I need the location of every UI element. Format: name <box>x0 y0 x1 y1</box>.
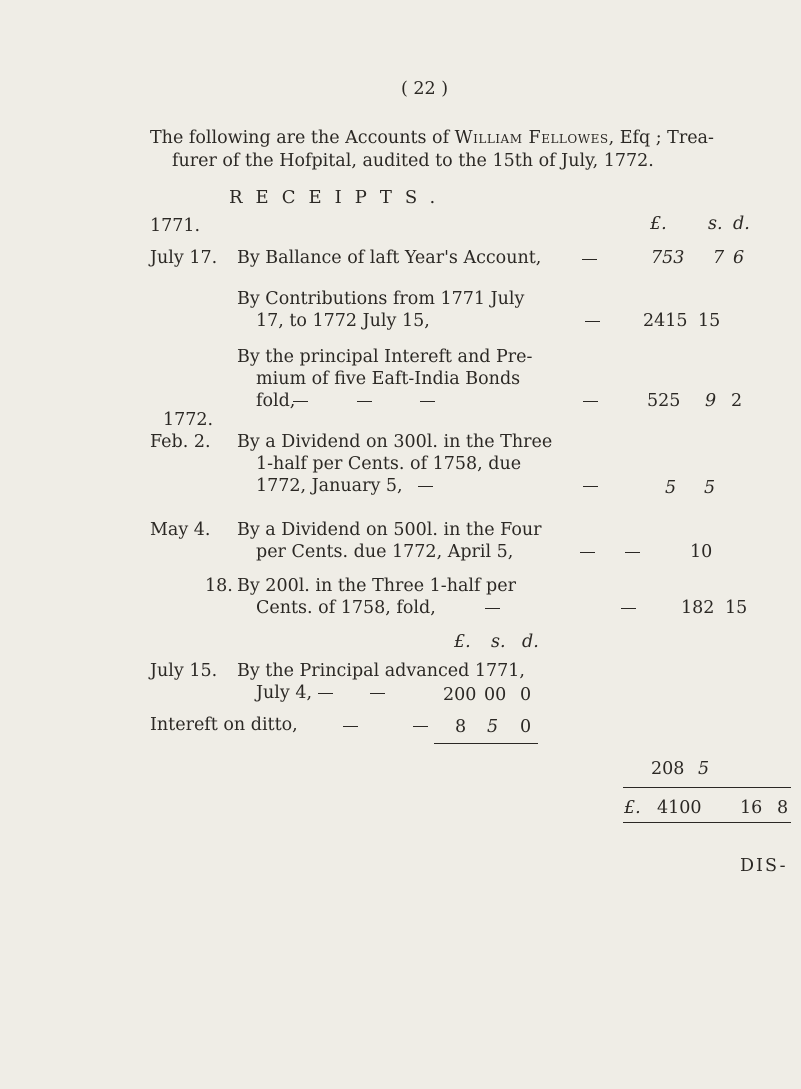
amount-shillings: 9 <box>705 391 717 411</box>
entry-date: May 4. <box>150 520 211 540</box>
entry-date: July 17. <box>150 248 218 268</box>
section-title: RECEIPTS. <box>229 187 449 208</box>
dash-rule <box>413 726 428 727</box>
sub-pounds-head: £. <box>454 632 471 652</box>
sub-pence-head: d. <box>522 632 539 652</box>
shillings-head: s. <box>708 214 723 234</box>
entry-text: By a Dividend on 300l. in the Three <box>237 432 553 452</box>
subtotal-pounds: 208 <box>651 759 685 779</box>
entry-text: Cents. of 1758, fold, <box>256 598 436 618</box>
amount-pounds: 525 <box>647 391 681 411</box>
entry-text: 1-half per Cents. of 1758, due <box>256 454 522 474</box>
year-1771: 1771. <box>150 216 201 236</box>
dash-rule <box>580 552 595 553</box>
sub-amount-shillings: 5 <box>487 717 499 737</box>
dash-rule <box>370 693 385 694</box>
entry-date: 18. <box>205 576 233 596</box>
sub-amount-pence: 0 <box>520 717 532 737</box>
entry-date: July 15. <box>150 661 218 681</box>
dash-rule <box>582 259 597 260</box>
page-number: ( 22 ) <box>401 79 449 99</box>
dash-rule <box>293 401 308 402</box>
sub-amount-pounds: 200 <box>443 685 477 705</box>
dash-rule <box>357 401 372 402</box>
total-rule <box>623 787 791 788</box>
entry-text: By the principal Intereft and Pre- <box>237 347 533 367</box>
dash-rule <box>625 552 640 553</box>
sub-amount-shillings: 00 <box>484 685 507 705</box>
dash-rule <box>420 401 435 402</box>
dash-rule <box>621 608 636 609</box>
total-currency: £. <box>624 798 641 818</box>
sub-shillings-head: s. <box>491 632 506 652</box>
amount-pounds: 10 <box>690 542 713 562</box>
amount-pence: 6 <box>733 248 745 268</box>
subtotal-shillings: 5 <box>698 759 710 779</box>
entry-text: 1772, January 5, <box>256 476 403 496</box>
dash-rule <box>318 693 333 694</box>
entry-text: per Cents. due 1772, April 5, <box>256 542 514 562</box>
subtotal-rule <box>434 743 538 744</box>
entry-text: fold, <box>256 391 296 411</box>
entry-text: By 200l. in the Three 1-half per <box>237 576 516 596</box>
entry-text: 17, to 1772 July 15, <box>256 311 430 331</box>
intro-line-1 <box>150 127 714 149</box>
total-underline <box>623 822 791 823</box>
pence-head: d. <box>733 214 750 234</box>
dash-rule <box>485 608 500 609</box>
catchword: DIS- <box>740 856 788 876</box>
pounds-head: £. <box>650 214 667 234</box>
intro-line-2: furer of the Hofpital, audited to the 15th of July, 1772. <box>172 151 654 171</box>
dash-rule <box>583 401 598 402</box>
total-shillings: 16 <box>740 798 763 818</box>
dash-rule <box>343 726 358 727</box>
sub-amount-pence: 0 <box>520 685 532 705</box>
dash-rule <box>585 321 600 322</box>
intro-start: The following are the Accounts of <box>150 128 455 148</box>
entry-text: By Contributions from 1771 July <box>237 289 525 309</box>
intro-name: William Fellowes <box>454 128 609 148</box>
amount-shillings: 5 <box>704 478 716 498</box>
amount-pence: 2 <box>731 391 743 411</box>
amount-pounds: 753 <box>651 248 685 268</box>
entry-text: Intereft on ditto, <box>150 715 298 735</box>
entry-text: mium of five Eaft-India Bonds <box>256 369 521 389</box>
total-pence: 8 <box>777 798 789 818</box>
entry-text: By Ballance of laft Year's Account, <box>237 248 542 268</box>
total-pounds: 4100 <box>657 798 702 818</box>
year-1772: 1772. <box>163 410 214 430</box>
amount-shillings: 15 <box>725 598 748 618</box>
amount-shillings: 15 <box>698 311 721 331</box>
sub-amount-pounds: 8 <box>455 717 467 737</box>
amount-pounds: 2415 <box>643 311 688 331</box>
entry-text: July 4, <box>256 683 313 703</box>
entry-date: Feb. 2. <box>150 432 211 452</box>
dash-rule <box>418 486 433 487</box>
entry-text: By the Principal advanced 1771, <box>237 661 525 681</box>
entry-text: By a Dividend on 500l. in the Four <box>237 520 542 540</box>
amount-shillings: 7 <box>713 248 725 268</box>
dash-rule <box>583 486 598 487</box>
amount-pounds: 5 <box>665 478 677 498</box>
intro-mid: , Efq ; Trea- <box>608 128 714 148</box>
amount-pounds: 182 <box>681 598 715 618</box>
